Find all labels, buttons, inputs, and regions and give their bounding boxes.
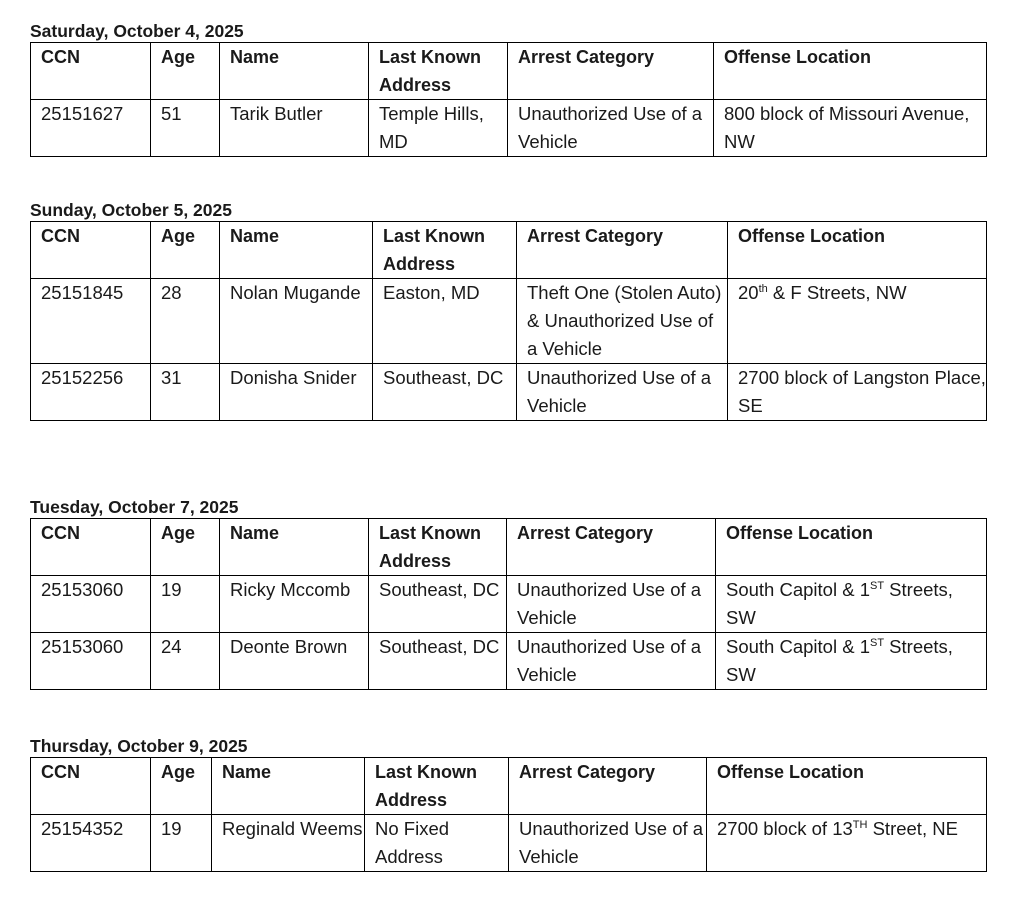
cell-ccn: 25151845 [31, 279, 151, 364]
cell-name: Donisha Snider [220, 364, 373, 421]
header-name: Name [220, 43, 369, 100]
header-name: Name [212, 758, 365, 815]
header-row [31, 222, 987, 279]
arrest-table [30, 42, 987, 157]
header-address: Last Known Address [373, 222, 517, 279]
cell-age: 19 [151, 576, 220, 633]
header-age: Age [151, 758, 212, 815]
cell-location [716, 576, 987, 633]
header-age: Age [151, 222, 220, 279]
header-age: Age [151, 43, 220, 100]
header-location: Offense Location [716, 519, 987, 576]
header-location: Offense Location [714, 43, 987, 100]
category-line: & Unauthorized Use of a Vehicle [527, 310, 714, 359]
cell-category: Unauthorized Use of a Vehicle [508, 100, 714, 157]
table-row [31, 633, 987, 690]
location-sup: TH [852, 818, 868, 831]
cell-address: Southeast, DC [373, 364, 517, 421]
cell-category [517, 279, 728, 364]
cell-age: 31 [151, 364, 220, 421]
header-name: Name [220, 222, 373, 279]
header-location: Offense Location [728, 222, 987, 279]
header-category: Arrest Category [507, 519, 716, 576]
table-row [31, 100, 987, 157]
arrest-table [30, 221, 987, 421]
cell-name: Ricky Mccomb [220, 576, 369, 633]
header-address: Last Known Address [365, 758, 509, 815]
cell-category: Unauthorized Use of a Vehicle [509, 815, 707, 872]
location-text: 2700 block of 13 [717, 818, 853, 839]
cell-ccn: 25152256 [31, 364, 151, 421]
location-text: Street, NE [867, 818, 958, 839]
header-category: Arrest Category [517, 222, 728, 279]
table-row [31, 364, 987, 421]
section-date: Saturday, October 4, 2025 [30, 21, 244, 41]
cell-ccn: 25151627 [31, 100, 151, 157]
cell-name: Deonte Brown [220, 633, 369, 690]
cell-name: Tarik Butler [220, 100, 369, 157]
cell-address: Temple Hills, MD [369, 100, 508, 157]
header-age: Age [151, 519, 220, 576]
cell-location [728, 279, 987, 364]
cell-address: No Fixed Address [365, 815, 509, 872]
cell-name: Reginald Weems [212, 815, 365, 872]
location-text: Streets, SW [726, 579, 953, 628]
cell-ccn: 25154352 [31, 815, 151, 872]
location-sup: th [758, 282, 768, 295]
header-location: Offense Location [707, 758, 987, 815]
location-text: Streets, SW [726, 636, 953, 685]
cell-location [716, 633, 987, 690]
cell-age: 28 [151, 279, 220, 364]
cell-address: Southeast, DC [369, 576, 507, 633]
arrest-table [30, 757, 987, 872]
section-sunday [30, 199, 987, 421]
location-sup: ST [869, 579, 885, 592]
location-text: 20 [738, 282, 759, 303]
cell-age: 51 [151, 100, 220, 157]
section-saturday [30, 20, 987, 157]
category-line: Theft One (Stolen Auto) [527, 282, 722, 303]
cell-ccn: 25153060 [31, 633, 151, 690]
cell-name: Nolan Mugande [220, 279, 373, 364]
location-text: South Capitol & 1 [726, 579, 870, 600]
section-date: Thursday, October 9, 2025 [30, 736, 248, 756]
header-ccn: CCN [31, 43, 151, 100]
cell-ccn: 25153060 [31, 576, 151, 633]
section-thursday [30, 735, 987, 872]
cell-category: Unauthorized Use of a Vehicle [507, 633, 716, 690]
arrest-table [30, 518, 987, 690]
header-address: Last Known Address [369, 519, 507, 576]
table-row [31, 815, 987, 872]
location-text: & F Streets, NW [767, 282, 907, 303]
section-date: Tuesday, October 7, 2025 [30, 497, 239, 517]
header-ccn: CCN [31, 222, 151, 279]
cell-age: 19 [151, 815, 212, 872]
header-row [31, 758, 987, 815]
cell-location: 800 block of Missouri Avenue, NW [714, 100, 987, 157]
header-row [31, 43, 987, 100]
section-tuesday [30, 496, 987, 690]
cell-location: 2700 block of Langston Place, SE [728, 364, 987, 421]
header-category: Arrest Category [508, 43, 714, 100]
header-ccn: CCN [31, 519, 151, 576]
header-category: Arrest Category [509, 758, 707, 815]
header-name: Name [220, 519, 369, 576]
table-row [31, 279, 987, 364]
section-date: Sunday, October 5, 2025 [30, 200, 232, 220]
table-row [31, 576, 987, 633]
cell-age: 24 [151, 633, 220, 690]
location-text: South Capitol & 1 [726, 636, 870, 657]
location-sup: ST [869, 636, 885, 649]
cell-address: Easton, MD [373, 279, 517, 364]
header-address: Last Known Address [369, 43, 508, 100]
header-row [31, 519, 987, 576]
cell-address: Southeast, DC [369, 633, 507, 690]
header-ccn: CCN [31, 758, 151, 815]
cell-location [707, 815, 987, 872]
cell-category: Unauthorized Use of a Vehicle [517, 364, 728, 421]
cell-category: Unauthorized Use of a Vehicle [507, 576, 716, 633]
